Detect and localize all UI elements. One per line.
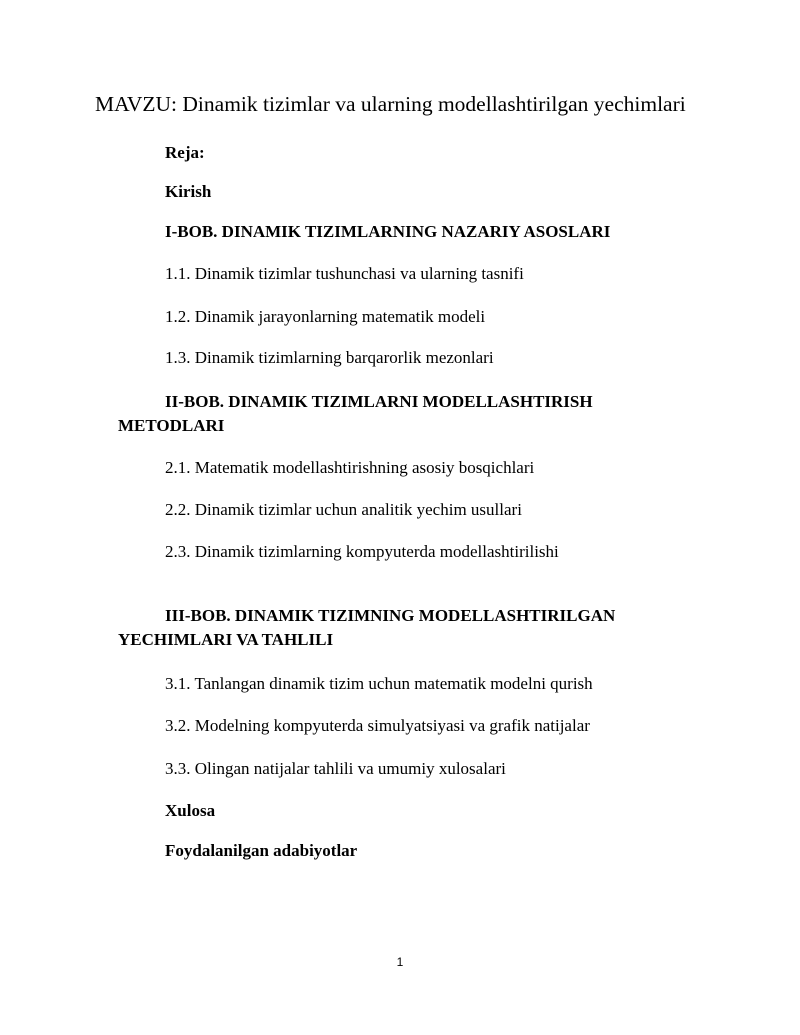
toc-item-3-3: 3.3. Olingan natijalar tahlili va umumiy xulosalari (165, 759, 506, 778)
chapter1-heading: I-BOB. DINAMIK TIZIMLARNING NAZARIY ASOSLARI (165, 222, 611, 241)
plan-heading: Reja: (165, 143, 205, 162)
toc-item-1-3: 1.3. Dinamik tizimlarning barqarorlik mezonlari (165, 348, 494, 367)
toc-item-3-1: 3.1. Tanlangan dinamik tizim uchun matematik modelni qurish (165, 674, 593, 693)
toc-item-1-1: 1.1. Dinamik tizimlar tushunchasi va ularning tasnifi (165, 264, 524, 283)
toc-intro: Kirish (165, 182, 212, 201)
toc-item-3-2: 3.2. Modelning kompyuterda simulyatsiyasi va grafik natijalar (165, 716, 590, 735)
chapter2-heading-line2: METODLARI (118, 416, 225, 435)
toc-references: Foydalanilgan adabiyotlar (165, 841, 358, 860)
chapter2-heading-line1: II-BOB. DINAMIK TIZIMLARNI MODELLASHTIRISH (165, 392, 593, 411)
document-title: MAVZU: Dinamik tizimlar va ularning modellashtirilgan yechimlari (95, 92, 686, 116)
toc-item-2-1: 2.1. Matematik modellashtirishning asosiy bosqichlari (165, 458, 535, 477)
toc-conclusion: Xulosa (165, 801, 216, 820)
page-number: 1 (396, 955, 404, 969)
toc-item-2-2: 2.2. Dinamik tizimlar uchun analitik yechim usullari (165, 500, 522, 519)
chapter3-heading-line2: YECHIMLARI VA TAHLILI (118, 630, 334, 649)
toc-item-2-3: 2.3. Dinamik tizimlarning kompyuterda modellashtirilishi (165, 542, 559, 561)
toc-item-1-2: 1.2. Dinamik jarayonlarning matematik modeli (165, 307, 486, 326)
chapter3-heading-line1: III-BOB. DINAMIK TIZIMNING MODELLASHTIRILGAN (165, 606, 616, 625)
